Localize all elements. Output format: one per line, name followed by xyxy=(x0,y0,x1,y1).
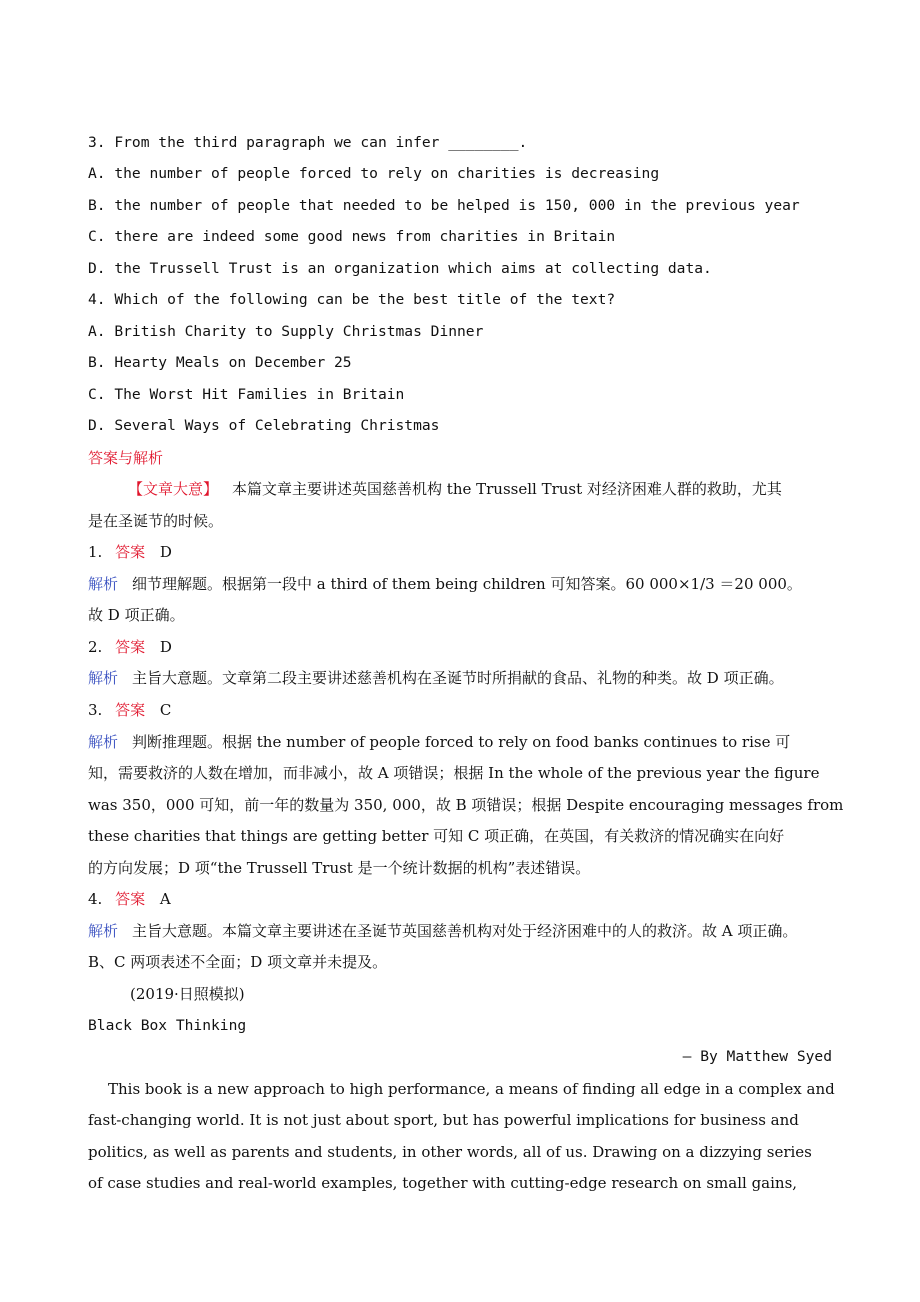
summary-text-1: 本篇文章主要讲述英国慈善机构 the Trussell Trust 对经济困难人群的救助，尤其 xyxy=(232,480,782,498)
question-4-option-a: A. British Charity to Supply Christmas Dinner xyxy=(88,323,484,340)
question-3-option-c: C. there are indeed some good news from charities in Britain xyxy=(88,228,616,245)
analysis-4-text-1: 主旨大意题。本篇文章主要讲述在圣诞节英国慈善机构对处于经济困难中的人的救济。故 A 项正确。 xyxy=(132,922,798,940)
answer-3-label: 答案 xyxy=(115,701,146,719)
question-4-option-c: C. The Worst Hit Families in Britain xyxy=(88,386,405,403)
source-note: (2019·日照模拟) xyxy=(130,985,245,1003)
answer-3-number: 3. xyxy=(88,701,103,719)
answer-2-row xyxy=(88,637,172,657)
answer-3-row xyxy=(88,700,171,720)
answer-1-row xyxy=(88,542,172,562)
analysis-1-label: 解析 xyxy=(88,575,119,593)
passage-line-3: politics, as well as parents and students, in other words, all of us. Drawing on a dizzying series xyxy=(88,1143,812,1161)
question-3-option-b: B. the number of people that needed to be helped is 150, 000 in the previous year xyxy=(88,197,800,214)
passage-line-4: of case studies and real-world examples, together with cutting-edge research on small gains, xyxy=(88,1174,798,1192)
answer-1-value: D xyxy=(159,543,172,561)
answer-3-value: C xyxy=(159,701,172,719)
question-4-option-b: B. Hearty Meals on December 25 xyxy=(88,354,352,371)
analysis-3-row-1 xyxy=(88,732,790,752)
answer-1-number: 1. xyxy=(88,543,103,561)
analysis-2-label: 解析 xyxy=(88,669,119,687)
answer-2-value: D xyxy=(159,638,172,656)
answer-4-value: A xyxy=(159,890,171,908)
answers-heading: 答案与解析 xyxy=(88,449,164,467)
analysis-1-row-1 xyxy=(88,574,802,594)
analysis-3-text-4: these charities that things are getting better 可知 C 项正确，在英国，有关救济的情况确实在向好 xyxy=(88,827,785,845)
analysis-1-text-2: 故 D 项正确。 xyxy=(88,606,185,624)
summary-line-1 xyxy=(128,479,782,499)
question-4-stem: 4. Which of the following can be the best title of the text? xyxy=(88,291,616,308)
answer-1-label: 答案 xyxy=(115,543,146,561)
passage-line-2: fast-changing world. It is not just about sport, but has powerful implications for business and xyxy=(88,1111,799,1129)
analysis-3-text-2: 知，需要救济的人数在增加，而非减小，故 A 项错误；根据 In the whole of the previous year the figure xyxy=(88,764,820,782)
analysis-3-text-5: 的方向发展；D 项“the Trussell Trust 是一个统计数据的机构”表述错误。 xyxy=(88,859,591,877)
analysis-4-row-1 xyxy=(88,921,797,941)
passage-line-1: This book is a new approach to high performance, a means of finding all edge in a complex and xyxy=(108,1080,835,1098)
analysis-2-text-1: 主旨大意题。文章第二段主要讲述慈善机构在圣诞节时所捐献的食品、礼物的种类。故 D 项正确。 xyxy=(132,669,784,687)
analysis-4-label: 解析 xyxy=(88,922,119,940)
analysis-2-row-1 xyxy=(88,668,784,688)
summary-tag: 【文章大意】 xyxy=(128,480,219,498)
answer-4-number: 4. xyxy=(88,890,103,908)
answer-2-label: 答案 xyxy=(115,638,146,656)
question-3-option-a: A. the number of people forced to rely on charities is decreasing xyxy=(88,165,660,182)
question-3-stem: 3. From the third paragraph we can infer ________. xyxy=(88,134,528,151)
question-3-option-d: D. the Trussell Trust is an organization which aims at collecting data. xyxy=(88,260,712,277)
analysis-4-text-2: B、C 两项表述不全面；D 项文章并未提及。 xyxy=(88,953,388,971)
analysis-1-text-1: 细节理解题。根据第一段中 a third of them being children 可知答案。60 000×1/3 ＝20 000。 xyxy=(132,575,802,593)
answer-2-number: 2. xyxy=(88,638,103,656)
summary-line-2: 是在圣诞节的时候。 xyxy=(88,512,224,530)
passage-byline: — By Matthew Syed xyxy=(682,1048,832,1065)
analysis-3-text-1: 判断推理题。根据 the number of people forced to rely on food banks continues to rise 可 xyxy=(132,733,791,751)
answer-4-label: 答案 xyxy=(115,890,146,908)
passage-title: Black Box Thinking xyxy=(88,1017,247,1034)
analysis-3-label: 解析 xyxy=(88,733,119,751)
analysis-3-text-3: was 350，000 可知，前一年的数量为 350, 000，故 B 项错误；根据 Despite encouraging messages from xyxy=(88,796,844,814)
question-4-option-d: D. Several Ways of Celebrating Christmas xyxy=(88,417,440,434)
answer-4-row xyxy=(88,889,171,909)
